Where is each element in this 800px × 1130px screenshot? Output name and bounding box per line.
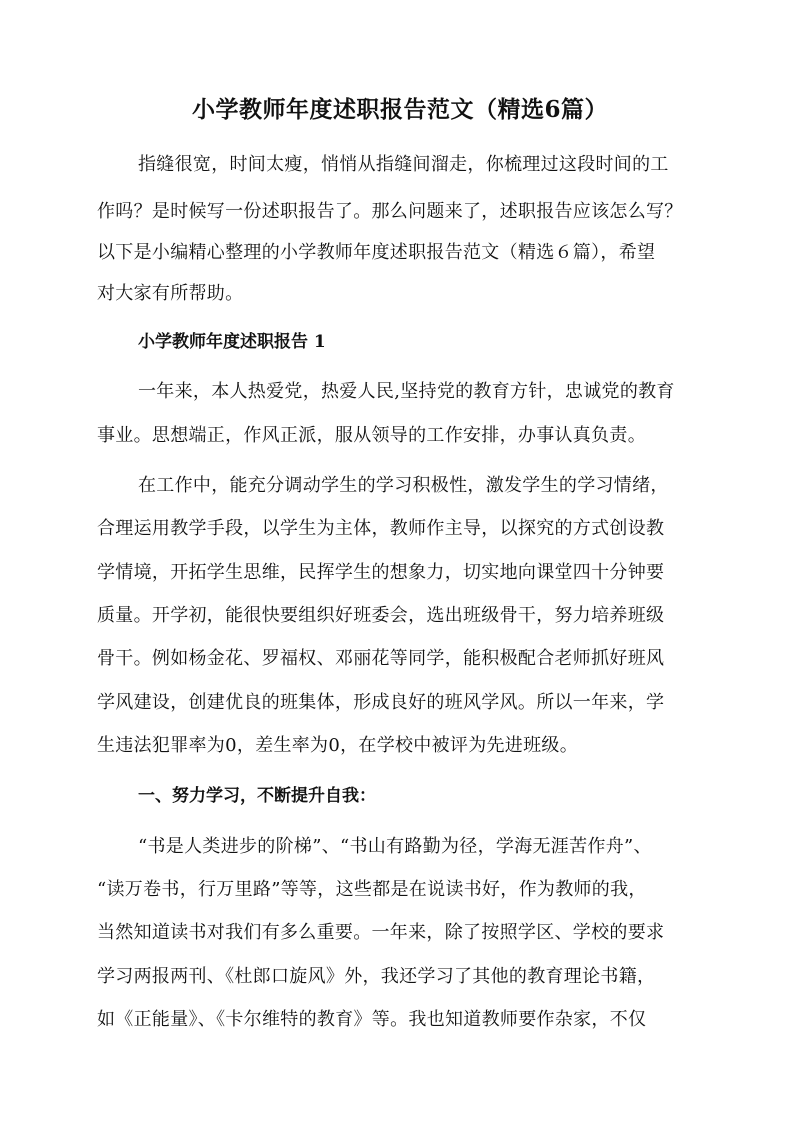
paragraph-line: 合理运用教学手段，以学生为主体，教师作主导，以探究的方式创设教 <box>97 518 665 539</box>
intro-line: 以下是小编精心整理的小学教师年度述职报告范文（精选６篇），希望 <box>97 242 656 263</box>
paragraph-line: “书是人类进步的阶梯”、“书山有路勤为径，学海无涯苦作舟”、 <box>138 836 652 857</box>
paragraph-line: 当然知道读书对我们有多么重要。一年来，除了按照学区、学校的要求 <box>97 922 665 943</box>
paragraph-line: 学习两报两刊、《杜郎口旋风》外，我还学习了其他的教育理论书籍， <box>97 966 656 987</box>
paragraph-line: 在工作中，能充分调动学生的学习积极性，激发学生的学习情绪， <box>138 475 669 496</box>
section-heading: 小学教师年度述职报告 1 <box>138 332 326 352</box>
document-title: 小学教师年度述职报告范文（精选6篇） <box>191 96 608 123</box>
paragraph-line: “读万卷书，行万里路”等等，这些都是在说读书好，作为教师的我， <box>97 879 647 900</box>
paragraph-line: 质量。开学初，能很快要组织好班委会，选出班级骨干，努力培养班级 <box>97 605 665 626</box>
intro-line: 指缝很宽，时间太瘦，悄悄从指缝间溜走，你梳理过这段时间的工 <box>138 154 669 175</box>
intro-line: 对大家有所帮助。 <box>97 283 244 304</box>
paragraph-line: 如《正能量》、《卡尔维特的教育》等。我也知道教师要作杂家，不仅 <box>97 1009 647 1030</box>
paragraph-line: 一年来，本人热爱党，热爱人民,坚持党的教育方针，忠诚党的教育 <box>138 381 675 402</box>
paragraph-line: 事业。思想端正，作风正派，服从领导的工作安排，办事认真负责。 <box>97 425 646 446</box>
paragraph-line: 学风建设，创建优良的班集体，形成良好的班风学风。所以一年来，学 <box>97 692 665 713</box>
paragraph-line: 学情境，开拓学生思维，民挥学生的想象力，切实地向课堂四十分钟要 <box>97 562 665 583</box>
subheading: 一、努力学习，不断提升自我： <box>138 786 376 806</box>
intro-line: 作吗？是时候写一份述职报告了。那么问题来了，述职报告应该怎么写？ <box>97 201 683 222</box>
paragraph-line: 生违法犯罪率为0，差生率为0，在学校中被评为先进班级。 <box>97 735 579 756</box>
paragraph-line: 骨干。例如杨金花、罗福权、邓丽花等同学，能积极配合老师抓好班风 <box>97 648 665 669</box>
